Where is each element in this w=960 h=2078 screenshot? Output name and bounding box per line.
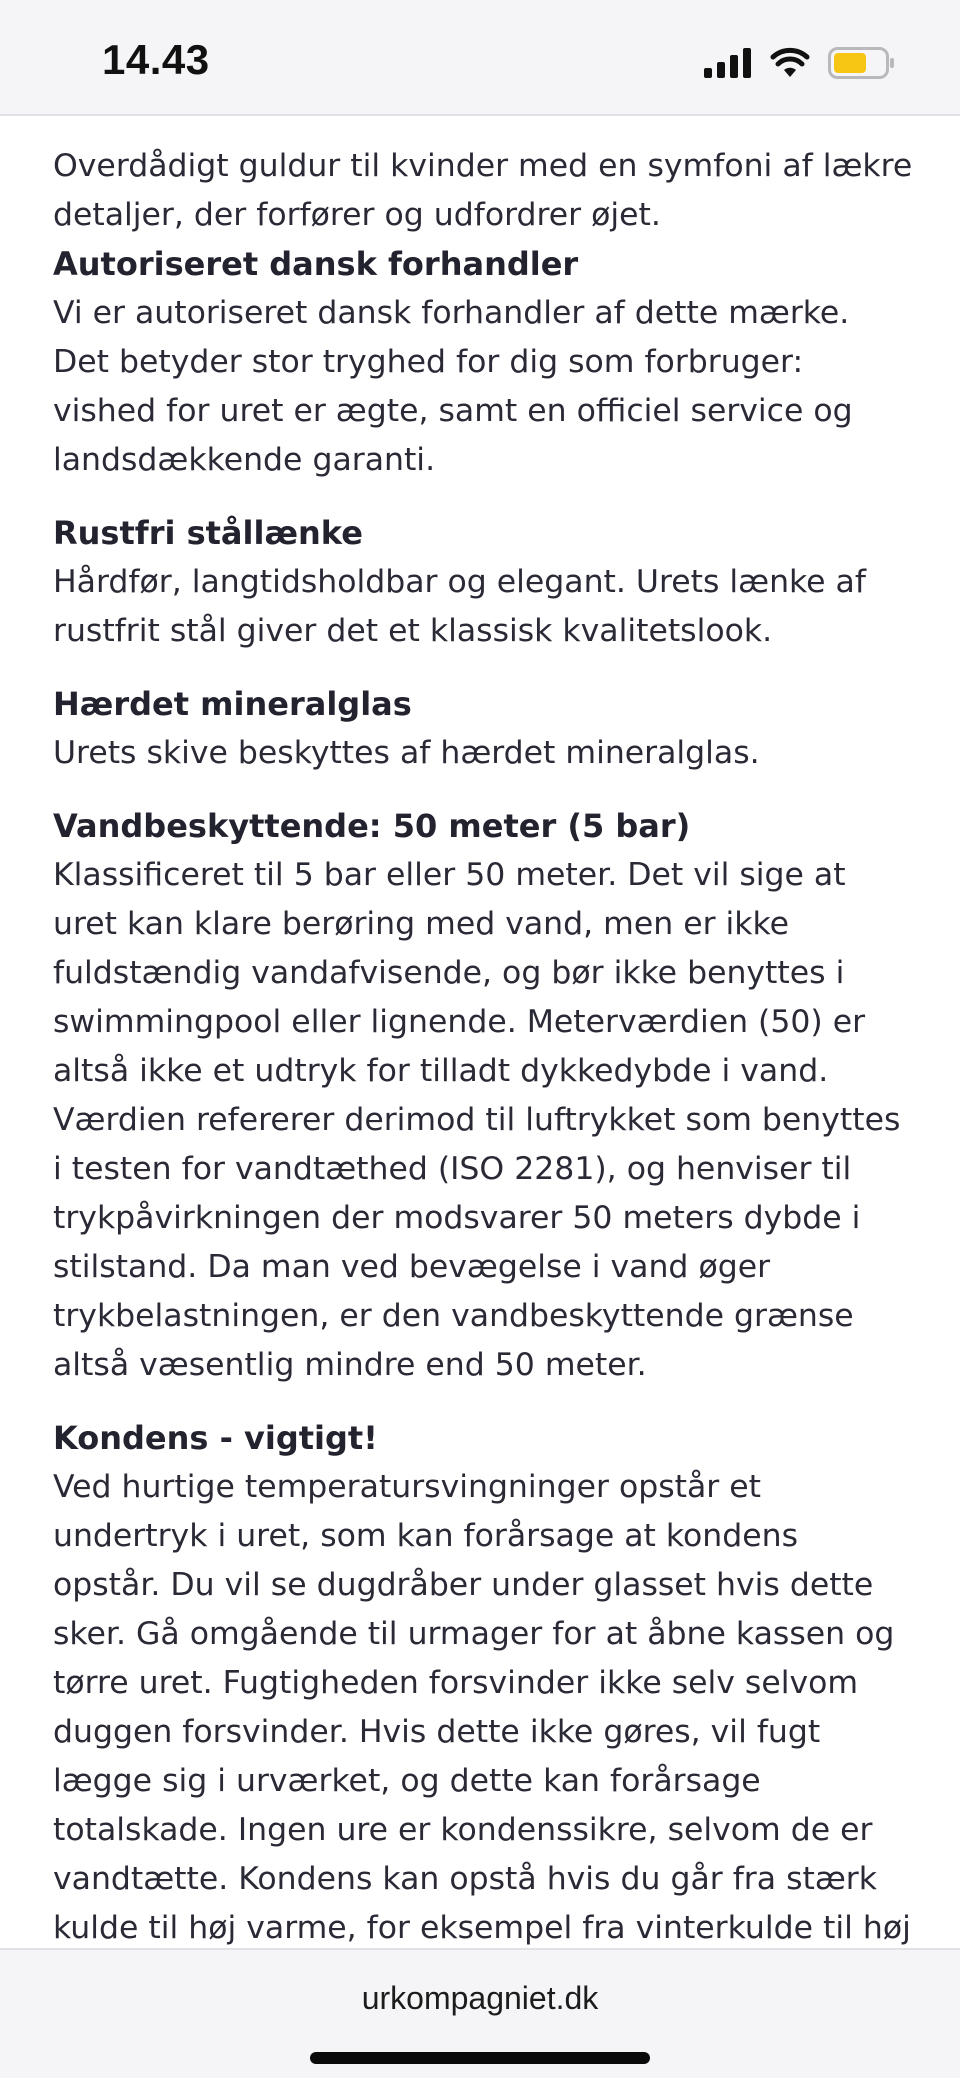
section-body: Vi er autoriseret dansk forhandler af dette mærke. Det betyder stor tryghed for dig som forbruger: vished for uret er ægte, samt en officiel service og landsdækkende garanti. (53, 295, 853, 478)
status-bar (0, 0, 960, 116)
url-text[interactable]: urkompagniet.dk (361, 1980, 599, 2016)
article-intro: Overdådigt guldur til kvinder med en symfoni af lækre detaljer, der forfører og udfordrer øjet. (53, 148, 913, 233)
article-content (53, 142, 915, 1947)
section-body: Klassificeret til 5 bar eller 50 meter. Det vil sige at uret kan klare berøring med vand, men er ikke fuldstændig vandafvisende, og bør ikke benyttes i swimmingpool eller lignende. Meterværdien (50) er altså ikke et udtryk for tilladt dykkedybde i vand. Værdien refererer derimod til luftrykket som benyttes i testen for vandtæthed (ISO 2281), og henviser til trykpåvirkningen der modsvarer 50 meters dybde i stilstand. Da man ved bevægelse i vand øger trykbelastningen, er den vandbeskyttende grænse altså væsentlig mindre end 50 meter. (53, 857, 901, 1383)
status-time: 14.43 (102, 36, 210, 83)
section-body: Hårdfør, langtidsholdbar og elegant. Urets lænke af rustfrit stål giver det et klassisk kvalitetslook. (53, 564, 866, 649)
battery-icon (828, 47, 896, 79)
section-water-resistance (53, 802, 915, 1390)
battery-level (834, 53, 866, 73)
section-mineral-glass (53, 680, 915, 778)
browser-url-bar[interactable] (0, 1948, 960, 2078)
cellular-signal-icon (704, 48, 752, 78)
section-heading: Hærdet mineralglas (53, 685, 412, 723)
section-steel-bracelet (53, 509, 915, 656)
section-body: Urets skive beskyttes af hærdet mineralglas. (53, 735, 760, 771)
section-heading: Kondens - vigtigt! (53, 1419, 378, 1457)
wifi-icon (770, 48, 810, 78)
home-indicator[interactable] (310, 2052, 650, 2064)
section-body: Ved hurtige temperatursvingninger opstår et undertryk i uret, som kan forårsage at kondens opstår. Du vil se dugdråber under glasset hvis dette sker. Gå omgående til urmager for at åbne kassen og tørre uret. Fugtigheden forsvinder ikke selv selvom duggen forsvinder. Hvis dette ikke gøres, vil fugt lægge sig i urværket, og dette kan forårsage totalskade. Ingen ure er kondenssikre, selvom de er vandtætte. Kondens kan opstå hvis du går fra stærk kulde til høj varme, for eksempel fra vinterkulde til høj (53, 1469, 911, 1946)
section-heading: Vandbeskyttende: 50 meter (5 bar) (53, 807, 691, 845)
section-heading: Rustfri stållænke (53, 514, 363, 552)
status-icons (704, 46, 896, 80)
section-heading: Autoriseret dansk forhandler (53, 245, 579, 283)
section-authorized-dealer (53, 240, 915, 485)
section-condensation (53, 1414, 915, 2002)
